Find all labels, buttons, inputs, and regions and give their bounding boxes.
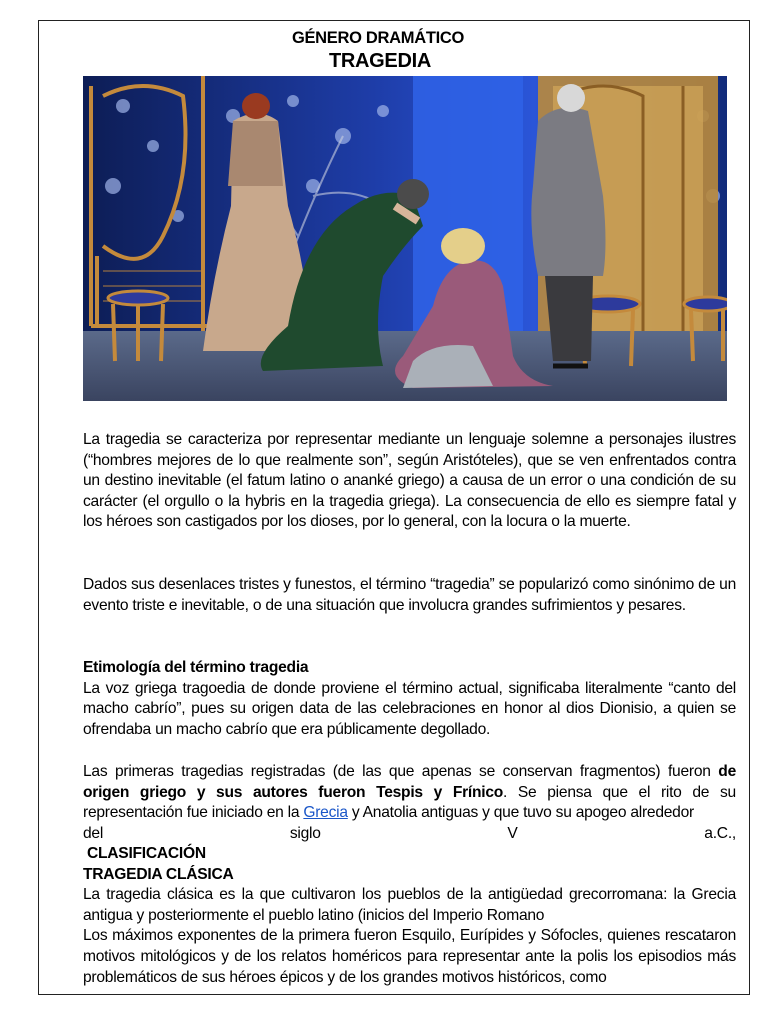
origin-word-del: del <box>83 824 104 842</box>
etymology-section <box>83 658 736 740</box>
document-page <box>38 20 750 995</box>
origin-part-1: Las primeras tragedias registradas (de las que apenas se conservan fragmentos) fueron <box>83 763 719 780</box>
tragedy-stage-photo <box>83 76 727 401</box>
genre-heading: GÉNERO DRAMÁTICO <box>291 29 465 47</box>
origin-word-ac: a.C., <box>704 824 736 842</box>
origin-part-2: . Se piensa que el rito de su representación fue iniciado en la <box>83 783 736 822</box>
intro-paragraph-2 <box>83 575 736 616</box>
origin-paragraph <box>83 762 736 844</box>
classic-tragedy-text-2: Los máximos exponentes de la primera fueron Esquilo, Eurípides y Sófocles, quienes rescataron motivos mitológicos y de los relatos homéricos para representar ante la polis los episodios más problemáticos de sus héroes épicos y de los grandes motivos históricos, como <box>83 927 736 986</box>
origin-word-v: V <box>507 824 518 842</box>
classification-heading: CLASIFICACIÓN <box>87 845 206 862</box>
intro-text-2: Dados sus desenlaces tristes y funestos, el término “tragedia” se popularizó como sinónimo de un evento triste e inevitable, o de una situación que involucra grandes sufrimientos y pesares. <box>83 576 736 614</box>
origin-bold: de origen griego y sus autores fueron Tespis y Frínico <box>83 763 736 801</box>
classic-tragedy-heading: TRAGEDIA CLÁSICA <box>83 865 234 883</box>
origin-text <box>83 762 736 824</box>
origin-word-siglo: siglo <box>289 824 321 842</box>
intro-paragraph-1 <box>83 430 736 533</box>
intro-text-1: La tragedia se caracteriza por representar mediante un lenguaje solemne a personajes ilustres (“hombres mejores de lo que realmente son”, según Aristóteles), que se ven enfrentados contra un destino inevitable (el fatum latino o ananké griego) a causa de un error o una condición de su carácter (el orgullo o la hybris en la tragedia griega). La consecuencia de ello es siempre fatal y los héroes son castigados por los dioses, por lo general, con la locura o la muerte. <box>83 431 736 531</box>
classic-tragedy-text-1: La tragedia clásica es la que cultivaron los pueblos de la antigüedad grecorromana: la Grecia antigua y posteriormente el pueblo latino (inicios del Imperio Romano <box>83 886 736 924</box>
etymology-heading: Etimología del término tragedia <box>83 659 309 676</box>
classification-section <box>83 844 736 988</box>
origin-last-line <box>83 824 736 845</box>
origin-part-3: y Anatolia antiguas y que tuvo su apogeo alrededor <box>347 804 694 822</box>
etymology-text: La voz griega tragoedia de donde proviene el término actual, significaba literalmente “canto del macho cabrío”, pues su origen data de las celebraciones en honor al dios Dionisio, a quien se ofrendaba un macho cabrío que era públicamente degollado. <box>83 679 736 738</box>
grecia-link[interactable]: Grecia <box>303 804 348 822</box>
page-title: TRAGEDIA <box>328 50 432 72</box>
